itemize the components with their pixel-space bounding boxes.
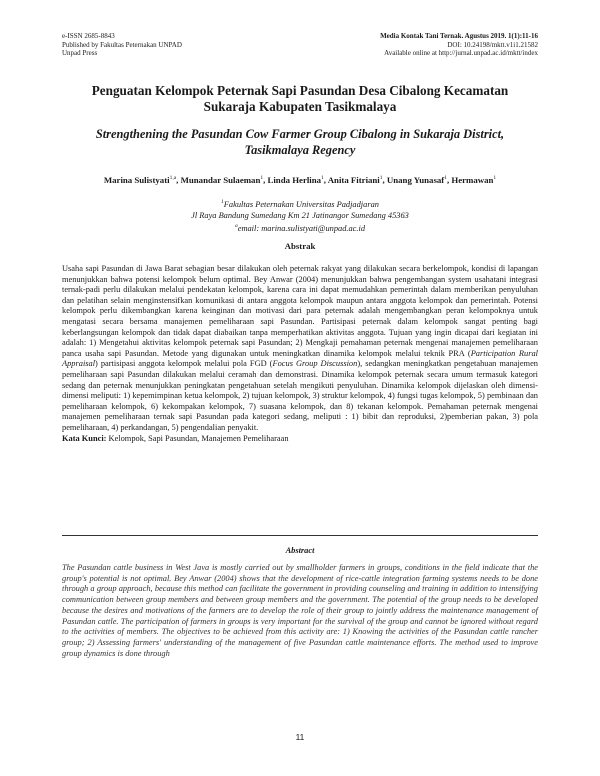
affiliation-line-2: Jl Raya Bandung Sumedang Km 21 Jatinangor Sumedang 45363: [191, 210, 409, 220]
publisher: Published by Fakultas Peternakan UNPAD: [62, 40, 182, 49]
author-list: Marina Sulistyati$^{1,a}$, Munandar Sulaeman$^1$, Linda Herlina$^1$, Anita Fitriani$^1$, Unang Yunasaf$^1$, Hermawan$^1$: [103, 174, 497, 185]
subtitle-line-2: Tasikmalaya Regency: [244, 143, 356, 157]
keywords: Kata Kunci: Kelompok, Sapi Pasundan, Manajemen Pemeliharaan: [62, 433, 289, 443]
abstract-heading: Abstrak: [284, 241, 316, 251]
abstract-indonesian: [62, 264, 538, 444]
paper-title: [80, 83, 520, 115]
press: Unpad Press: [62, 49, 98, 58]
doi: DOI: 10.24198/mktt.v1i1.21582: [447, 40, 538, 49]
journal-url: Available online at http://jurnal.unpad.ac.id/mktt/index: [384, 49, 538, 58]
author: Anita Fitriani$^1$: [327, 174, 383, 185]
author: Unang Yunasaf$^1$: [386, 174, 447, 185]
section-divider: [62, 535, 538, 536]
paper-subtitle: [80, 126, 520, 158]
author: Hermawan$^1$: [451, 174, 497, 185]
subtitle-line-1: Strengthening the Pasundan Cow Farmer Group Cibalong in Sukaraja District,: [95, 127, 505, 141]
author: Linda Herlina$^1$: [267, 174, 324, 185]
author: Marina Sulistyati$^{1,a}$: [103, 174, 177, 185]
affiliation-email: $^a$email: marina.sulistyati@unpad.ac.id: [234, 223, 366, 234]
abstract-body: Usaha sapi Pasundan di Jawa Barat sebagian besar dilakukan oleh peternak rakyat yang dilakukan secara berkelompok, kondisi di lapangan menunjukkan bahwa potensi kelompok belum optimal. Bey Anwar (2004) menunjukkan bahwa pengembangan system usahatani integrasi ternak-padi perlu dilakukan melalui pendekatan kelompok, karena cara ini dapat memudahkan pemerintah dalam memberikan penyuluhan dan pelatihan selain menginstensifkan komunikasi di antara anggota kelompok maupun antara anggota kelompok dan pemerintah. Potensi kelompok perlu dikembangkan karena keinginan dan motivasi dari para peternak adalah mengembangkan peran kelompoknya untuk mengatasi secara bersama manajemen pemeliharaan sapi Pasundan. Partisipasi peternak dalam kelompok sangat penting bagi keberlangsungan kelompok dan tidak dapat diabaikan tanpa memperhatikan aktivitas anggota. Tujuan yang ingin dicapai dari kegiatan ini adalah: 1) Mengetahui aktivitas kelompok peternak sapi Pasundan; 2) Mengkaji pemahaman peternak mengenai manajemen pemeliharaan panca usaha sapi Pasundan. Metode yang digunakan untuk meningkatkan dinamika kelompok melalui teknik PRA (Participation Rural Appraisal) partisipasi anggota kelompok melalui pola FGD (Focus Group Discussion), sedangkan meningkatkan pengetahuan manajemen pemeliharaan sapi Pasundan dilakukan melalui ceramah dan demonstrasi. Dinamika kelompok peternak secara umum termasuk kategori sedang dan peternak menunjukkan peningkatan pengetahuan setelah mengikuti penyuluhan. Dinamika kelompok dijelaskan oleh dimensi-dimensi meliputi: 1) kepemimpinan ketua kelompok, 2) tujuan kelompok, 3) struktur kelompok, 4) fungsi tugas kelompok, 5) pembinaan dan pemeliharaan kelompok, 6) kekompakan kelompok, 7) suasana kelompok, dan 8) tekanan kelompok. Pemahaman peternak mengenai manajemen pemeliharaan ternak sapi Pasundan pada kategori sedang, meliputi : 1) bibit dan reproduksi, 2)pemberian pakan, 3) pola pemeliharaan, 4) perkandangan, 5) pengendalian penyakit.: [62, 264, 538, 432]
affiliation-line-1: $^1$Fakultas Peternakan Universitas Padjadjaran: [221, 199, 379, 209]
title-line-2: Sukaraja Kabupaten Tasikmalaya: [203, 99, 397, 114]
journal-citation: Media Kontak Tani Ternak. Agustus 2019. 1(1):11-16: [380, 32, 538, 40]
header-right: [380, 32, 538, 58]
header-left: [62, 32, 182, 58]
abstract-en-heading: Abstract: [285, 546, 315, 555]
abstract-en-body: The Pasundan cattle business in West Java is mostly carried out by smallholder farmers in groups, conditions in the field indicate that the group's potential is not optimal. Bey Anwar (2004) shows that the development of rice-cattle integration farming systems needs to be done through a group approach, because this method can facilitate the government in providing counseling and training in addition to intensifying communication between group members and between group members and the government. The potential of the group needs to be developed because the desires and motivations of the farmers are to develop the role of their group to jointly address the maintenance management of Pasundan cattle. The participation of farmers in groups is very important for the survival of the group and cannot be ignored without regard to the activities of members. The objectives to be achieved from this activity are: 1) Knowing the activities of the Pasundan cattle rancher group; 2) Assessing farmers' understanding of the management of five Pasundan cattle maintenance efforts. The method used to improve group dynamics is done through: [62, 563, 538, 658]
title-line-1: Penguatan Kelompok Peternak Sapi Pasundan Desa Cibalong Kecamatan: [91, 83, 509, 98]
page-number: 11: [295, 732, 305, 742]
issn: e-ISSN 2685-8843: [62, 32, 115, 40]
abstract-english: [62, 563, 538, 659]
affiliation: [100, 197, 500, 235]
author: Munandar Sulaeman$^1$: [180, 174, 264, 185]
